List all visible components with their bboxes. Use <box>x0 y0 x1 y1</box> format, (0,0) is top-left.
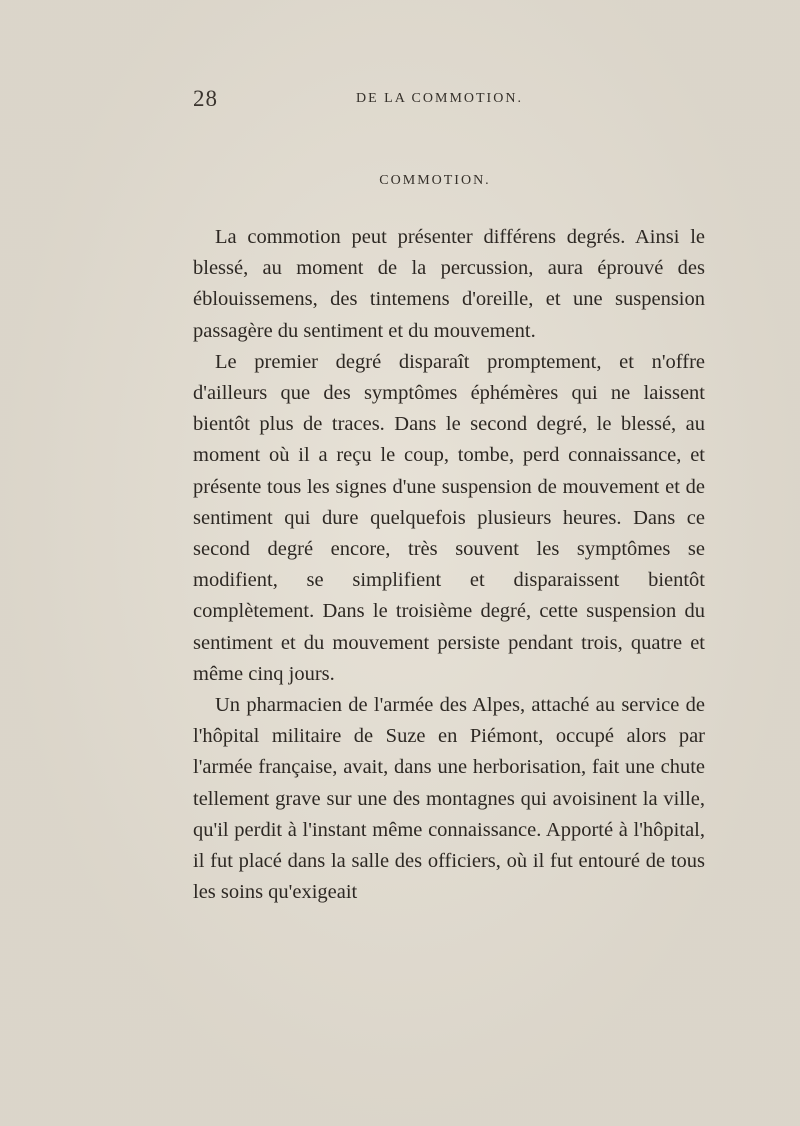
page-number: 28 <box>193 86 218 111</box>
body-text <box>193 222 705 908</box>
running-head <box>193 86 708 116</box>
paragraph: Un pharmacien de l'armée des Alpes, attaché au service de l'hôpital militaire de Suze en Piémont, occupé alors par l'armée française, avait, dans une herborisation, fait une chute tellement grave sur une des montagnes qui avoisinent la ville, qu'il perdit à l'instant même connaissance. Apporté à l'hôpital, il fut placé dans la salle des officiers, où il fut entouré de tous les soins qu'exigeait <box>193 694 705 904</box>
paragraph: Le premier degré disparaît promptement, et n'offre d'ailleurs que des symptômes éphémères qui ne laissent bientôt plus de traces. Dans le second degré, le blessé, au moment où il a reçu le coup, tombe, perd connaissance, et présente tous les signes d'une suspension de mouvement et de sentiment qui dure quelquefois plusieurs heures. Dans ce second degré encore, très souvent les symptômes se modifient, se simplifient et disparaissent bientôt complètement. Dans le troisième degré, cette suspension du sentiment et du mouvement persiste pendant trois, quatre et même cinq jours. <box>193 350 705 685</box>
section-title: COMMOTION. <box>379 173 491 188</box>
running-title: DE LA COMMOTION. <box>356 91 523 106</box>
paragraph: La commotion peut présenter différens degrés. Ainsi le blessé, au moment de la percussion, aura éprouvé des éblouissemens, des tintemens d'oreille, et une suspension passagère du sentiment et du mouvement. <box>193 226 705 342</box>
